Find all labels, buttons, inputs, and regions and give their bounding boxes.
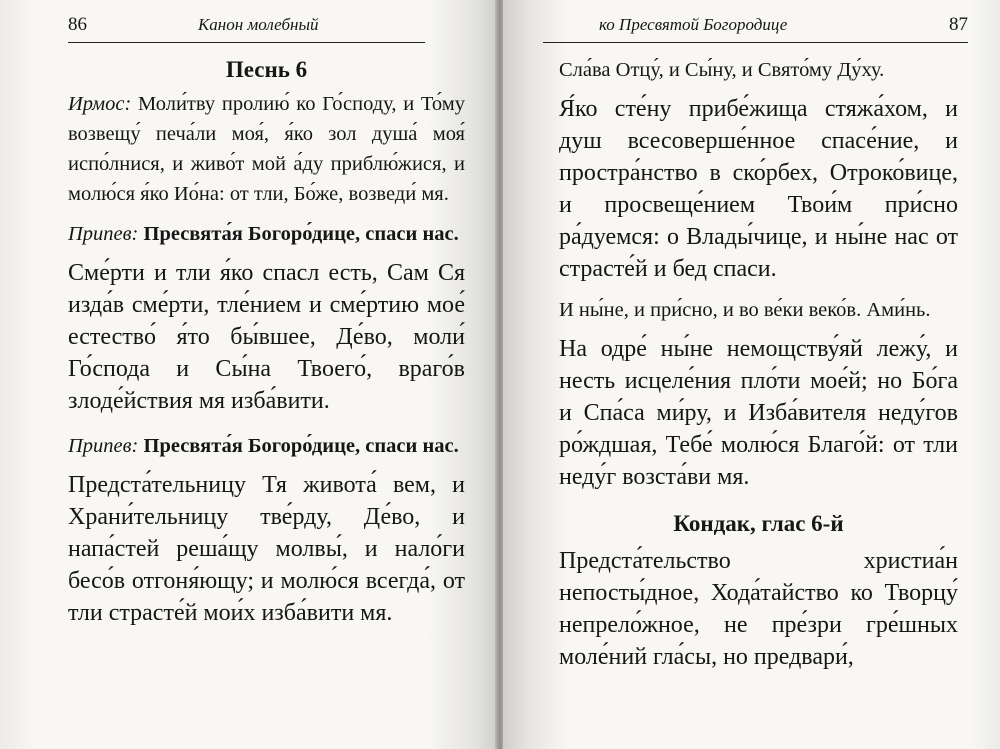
troparion-4: На одре́ ны́не немощству́яй лежу́, и несть исцеле́ния пло́ти мое́й; но Бо́га и Спа́са ми́ру, и Изба́вителя неду́гов ро́ждшая, Тебе́ молю́ся Благо́й: от тли неду́г возста́ви мя. [559, 336, 958, 490]
refrain-1 [68, 219, 465, 249]
right-running-head [543, 12, 968, 43]
now-and-ever-line: И ны́не, и при́сно, и во ве́ки веко́в. Ами́нь. [559, 299, 931, 321]
left-page [0, 0, 497, 749]
refrain-2 [68, 431, 465, 461]
refrain-1-label: Припев: [68, 223, 139, 245]
glory-line: Сла́ва Отцу́, и Сы́ну, и Свято́му Ду́ху. [559, 59, 885, 81]
right-page-number: 87 [949, 14, 968, 35]
troparion-3: Я́ко сте́ну прибе́жища стяжа́хом, и душ всесоверше́нное спасе́ние, и простра́нство в ско́рбех, Отроко́вице, и просвеще́нием Твои́м при́сно ра́дуемся: о Влады́чице, и ны́не нас от страсте́й и бед спаси. [559, 96, 958, 282]
song-heading: Песнь 6 [225, 57, 308, 82]
right-running-title: ко Пресвятой Богородице [599, 15, 788, 34]
left-page-number: 86 [68, 14, 87, 35]
troparion-1: Сме́рти и тли я́ко спасл есть, Сам Ся изда́в сме́рти, тле́нием и сме́ртию мое́ естество́ я́то бы́вшее, Де́во, моли́ Го́спода и Сы́на Твоего́, враго́в злоде́йствия мя изба́вити. [68, 260, 465, 414]
irmos-text: Моли́тву пролию́ ко Го́споду, и То́му возвещу́ печа́ли моя́, я́ко зол душа́ моя́ испо́лнися, и живо́т мой а́ду приблю́жися, и молю́ся я́ко Ио́на: от тли, Бо́же, возведи́ мя. [68, 93, 465, 205]
troparion-2: Предста́тельницу Тя живота́ вем, и Храни́тельницу тве́рду, Де́во, и напа́стей реша́щу молвы́, и нало́ги бесо́в отгоня́ющу; и молю́ся всегда́, от тли страсте́й мои́х изба́вити мя. [68, 472, 465, 626]
irmos-label: Ирмос: [68, 93, 132, 115]
irmos-paragraph [68, 89, 465, 209]
left-running-head [68, 12, 425, 43]
refrain-2-text: Пресвята́я Богоро́дице, спаси нас. [143, 435, 459, 457]
kontakion-text: Предста́тельство христиа́н непосты́дное, Хода́тайство ко Творцу́ непрело́жное, не пре́зри гре́шных моле́ний гла́сы, но предвари́, [559, 548, 958, 670]
kontakion-heading: Кондак, глас 6-й [673, 511, 844, 536]
right-page [503, 0, 1000, 749]
refrain-1-text: Пресвята́я Богоро́дице, спаси нас. [143, 223, 459, 245]
refrain-2-label: Припев: [68, 435, 139, 457]
left-running-title: Канон молебный [198, 15, 319, 34]
